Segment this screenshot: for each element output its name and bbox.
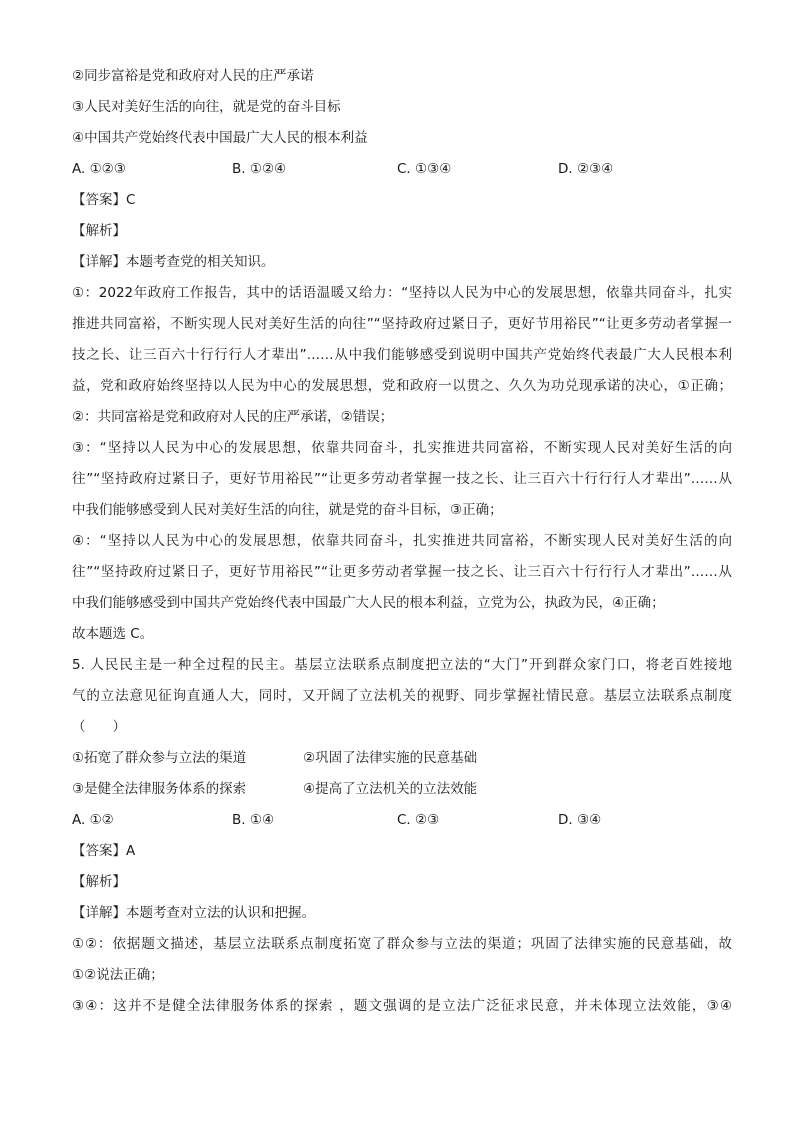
q5-statement-2: ②巩固了法律实施的民意基础 xyxy=(303,750,478,766)
q4-para1-line1: ①：2022年政府工作报告，其中的话语温暖又给力：“坚持以人民为中心的发展思想，依靠共同奋斗，扎实 xyxy=(72,285,732,301)
q4-conclusion: 故本题选 C。 xyxy=(72,626,154,642)
q4-detail-intro: 【详解】本题考查党的相关知识。 xyxy=(72,254,275,270)
q4-statement-2: ②同步富裕是党和政府对人民的庄严承诺 xyxy=(72,68,314,84)
q5-stem-line1: 5. 人民民主是一种全过程的民主。基层立法联系点制度把立法的“大门”开到群众家门口，将老百姓接地 xyxy=(72,657,732,673)
q4-option-b[interactable]: B. ①②④ xyxy=(232,161,287,177)
q4-para4-line1: ④：“坚持以人民为中心的发展思想，依靠共同奋斗，扎实推进共同富裕，不断实现人民对美好生活的向 xyxy=(72,533,732,549)
q5-stem-line3: （ ） xyxy=(72,719,126,735)
q4-answer: 【答案】C xyxy=(72,192,136,208)
q4-para1-line2: 推进共同富裕，不断实现人民对美好生活的向往”“坚持政府过紧日子，更好节用裕民”“让更多劳动者掌握一 xyxy=(72,316,732,332)
q4-statement-4: ④中国共产党始终代表中国最广大人民的根本利益 xyxy=(72,130,368,146)
q5-statements-row2 xyxy=(72,780,732,798)
q5-stem-line2: 气的立法意见征询直通人大，同时，又开阔了立法机关的视野、同步掌握社情民意。基层立法联系点制度 xyxy=(72,688,732,704)
q4-para3-line2: 往”“坚持政府过紧日子，更好节用裕民”“让更多劳动者掌握一技之长、让三百六十行行行人才辈出”……从 xyxy=(72,471,732,487)
q4-option-d[interactable]: D. ②③④ xyxy=(558,161,614,177)
q4-statement-3: ③人民对美好生活的向往，就是党的奋斗目标 xyxy=(72,99,341,115)
q4-analysis-label: 【解析】 xyxy=(72,223,126,239)
q4-option-a[interactable]: A. ①②③ xyxy=(72,161,126,177)
q5-para1-line1: ①②：依据题文描述，基层立法联系点制度拓宽了群众参与立法的渠道；巩固了法律实施的民意基础，故 xyxy=(72,936,732,952)
q5-answer: 【答案】A xyxy=(72,843,136,859)
q4-para4-line3: 中我们能够感受到中国共产党始终代表中国最广大人民的根本利益，立党为公，执政为民，④正确； xyxy=(72,595,665,611)
q5-option-a[interactable]: A. ①② xyxy=(72,812,114,828)
q5-options xyxy=(72,811,732,829)
q4-para2: ②：共同富裕是党和政府对人民的庄严承诺，②错误； xyxy=(72,409,394,425)
q5-statement-3: ③是健全法律服务体系的探索 xyxy=(72,781,247,797)
q4-option-c[interactable]: C. ①③④ xyxy=(397,161,452,177)
q4-para4-line2: 往”“坚持政府过紧日子，更好节用裕民”“让更多劳动者掌握一技之长、让三百六十行行行人才辈出”……从 xyxy=(72,564,732,580)
q5-detail-intro: 【详解】本题考查对立法的认识和把握。 xyxy=(72,905,315,921)
q5-option-d[interactable]: D. ③④ xyxy=(558,812,602,828)
q5-option-b[interactable]: B. ①④ xyxy=(232,812,275,828)
q4-para3-line1: ③：“坚持以人民为中心的发展思想，依靠共同奋斗，扎实推进共同富裕，不断实现人民对美好生活的向 xyxy=(72,440,732,456)
q5-option-c[interactable]: C. ②③ xyxy=(397,812,440,828)
q5-statements-row1 xyxy=(72,749,732,767)
q5-analysis-label: 【解析】 xyxy=(72,874,126,890)
q5-statement-1: ①拓宽了群众参与立法的渠道 xyxy=(72,750,247,766)
q5-para1-line2: ①②说法正确； xyxy=(72,967,164,983)
q4-para1-line4: 益，党和政府始终坚持以人民为中心的发展思想，党和政府一以贯之、久久为功兑现承诺的决心，①正确； xyxy=(72,378,732,394)
q4-options xyxy=(72,160,732,178)
q4-para1-line3: 技之长、让三百六十行行行人才辈出”……从中我们能够感受到说明中国共产党始终代表最广大人民根本利 xyxy=(72,347,732,363)
q4-para3-line3: 中我们能够感受到人民对美好生活的向往，就是党的奋斗目标，③正确； xyxy=(72,502,503,518)
q5-para2-line1: ③④：这并不是健全法律服务体系的探索 ，题文强调的是立法广泛征求民意，并未体现立法效能，③④ xyxy=(72,998,732,1014)
q5-statement-4: ④提高了立法机关的立法效能 xyxy=(303,781,478,797)
